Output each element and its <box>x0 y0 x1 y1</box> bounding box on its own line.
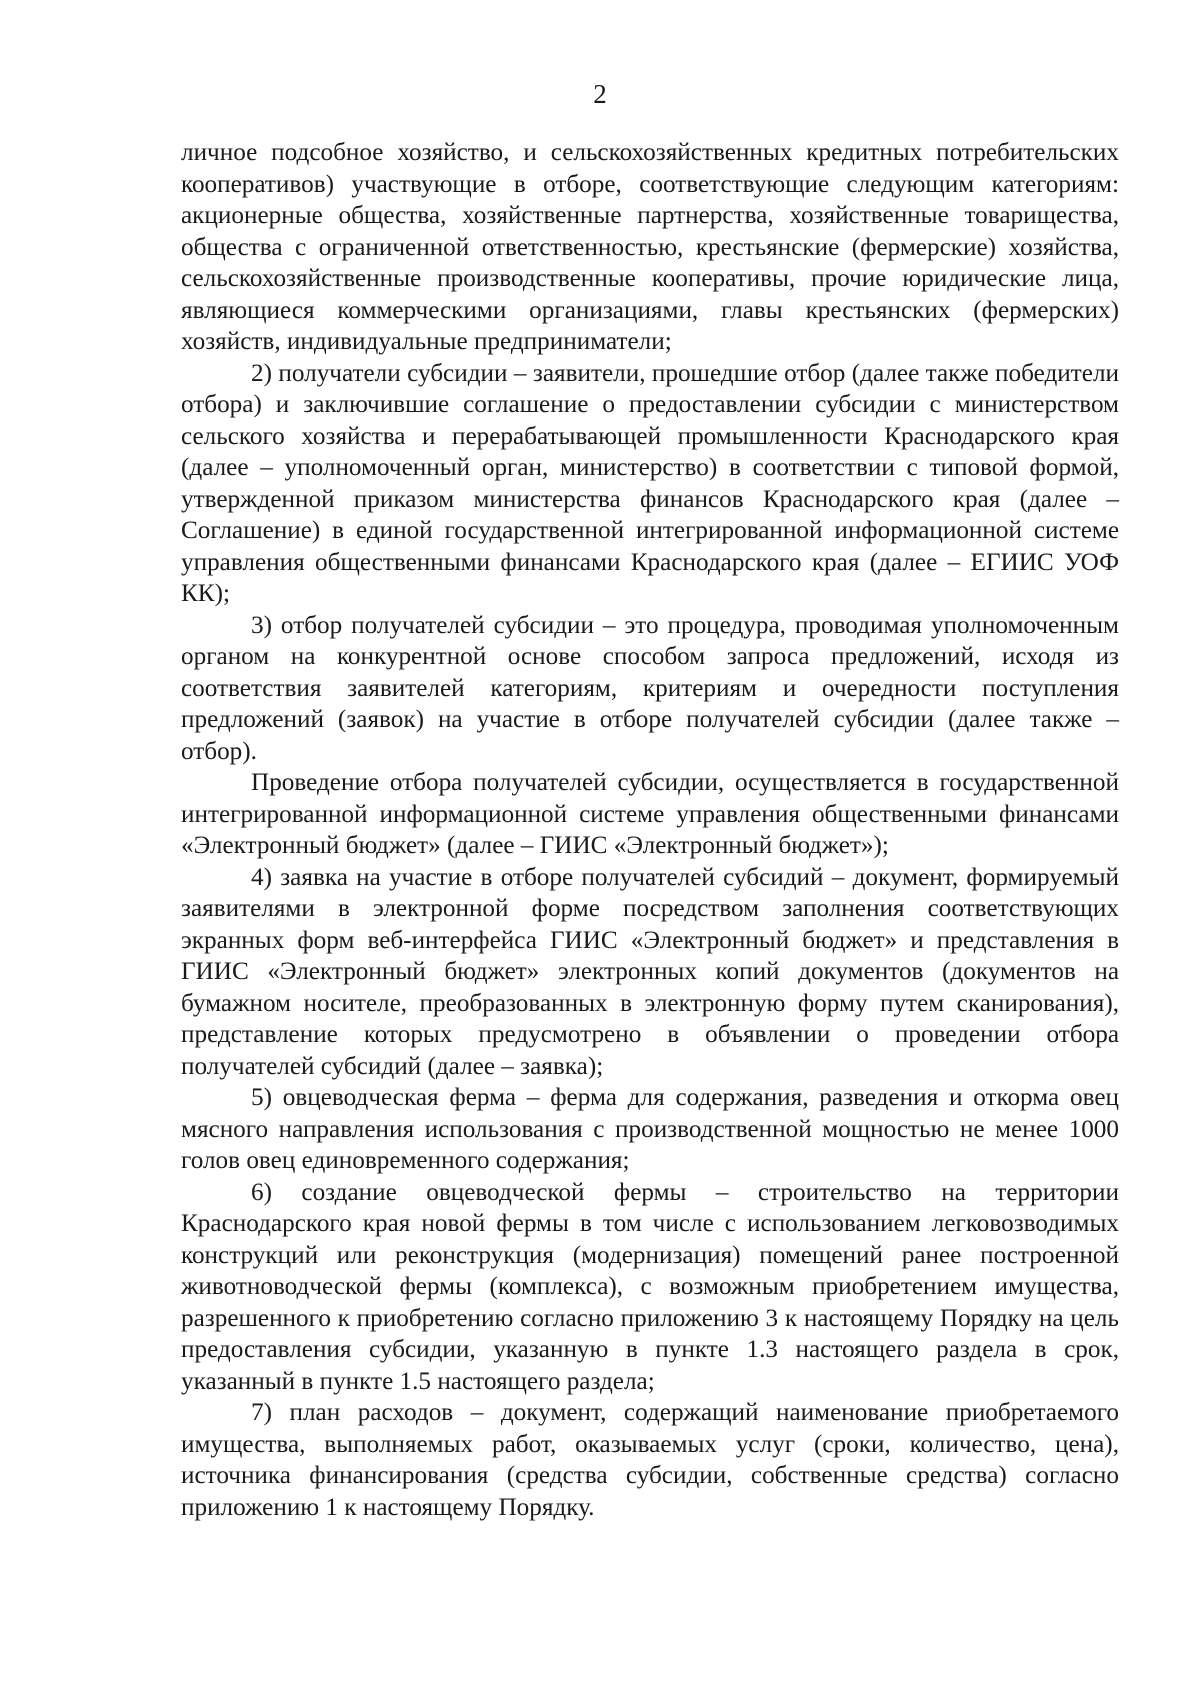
page-number: 2 <box>593 79 607 109</box>
paragraph-item-3: 3) отбор получателей субсидии – это процедура, проводимая уполномоченным органом на конкурентной основе способом запроса предложений, исходя из соответствия заявителей категориям, критериям и очередности поступления предложений (заявок) на участие в отборе получателей субсидии (далее также – отбор). <box>181 611 1119 765</box>
paragraph-selection-procedure: Проведение отбора получателей субсидии, осуществляется в государственной интегрированной информационной системе управления общественными финансами «Электронный бюджет» (далее – ГИИС «Электронный бюджет»); <box>181 769 1119 859</box>
paragraph-item-7: 7) план расходов – документ, содержащий наименование приобретаемого имущества, выполняемых работ, оказываемых услуг (сроки, количество, цена), источника финансирования (средства субсидии, собственные средства) согласно приложению 1 к настоящему Порядку. <box>181 1399 1119 1521</box>
paragraph-item-4: 4) заявка на участие в отборе получателей субсидий – документ, формируемый заявителями в электронной форме посредством заполнения соответствующих экранных форм веб-интерфейса ГИИС «Электронный бюджет» и представления в ГИИС «Электронный бюджет» электронных копий документов (документов на бумажном носителе, преобразованных в электронную форму путем сканирования), представление которых предусмотрено в объявлении о проведении отбора получателей субсидий (далее – заявка); <box>181 863 1119 1080</box>
paragraph-item-2: 2) получатели субсидии – заявители, прошедшие отбор (далее также победители отбора) и заключившие соглашение о предоставлении субсидии с министерством сельского хозяйства и перерабатывающей промышленности Краснодарского края (далее – уполномоченный орган, министерство) в соответствии с типовой формой, утвержденной приказом министерства финансов Краснодарского края (далее – Соглашение) в единой государственной интегрированной информационной системе управления общественными финансами Краснодарского края (далее – ЕГИИС УОФ КК); <box>181 359 1119 607</box>
paragraph-item-5: 5) овцеводческая ферма – ферма для содержания, разведения и откорма овец мясного направления использования с производственной мощностью не менее 1000 голов овец единовременного содержания; <box>181 1084 1119 1174</box>
document-body <box>181 137 1119 1523</box>
paragraph-item-6: 6) создание овцеводческой фермы – строительство на территории Краснодарского края новой фермы в том числе с использованием легковозводимых конструкций или реконструкция (модернизация) помещений ранее построенной животноводческой фермы (комплекса), с возможным приобретением имущества, разрешенного к приобретению согласно приложению 3 к настоящему Порядку на цель предоставления субсидии, указанную в пункте 1.3 настоящего раздела в срок, указанный в пункте 1.5 настоящего раздела; <box>181 1178 1119 1395</box>
paragraph-continuation: личное подсобное хозяйство, и сельскохозяйственных кредитных потребительских кооперативов) участвующие в отборе, соответствующие следующим категориям: акционерные общества, хозяйственные партнерства, хозяйственные товарищества, общества с ограниченной ответственностью, крестьянские (фермерские) хозяйства, сельскохозяйственные производственные кооперативы, прочие юридические лица, являющиеся коммерческими организациями, главы крестьянских (фермерских) хозяйств, индивидуальные предприниматели; <box>181 139 1119 355</box>
